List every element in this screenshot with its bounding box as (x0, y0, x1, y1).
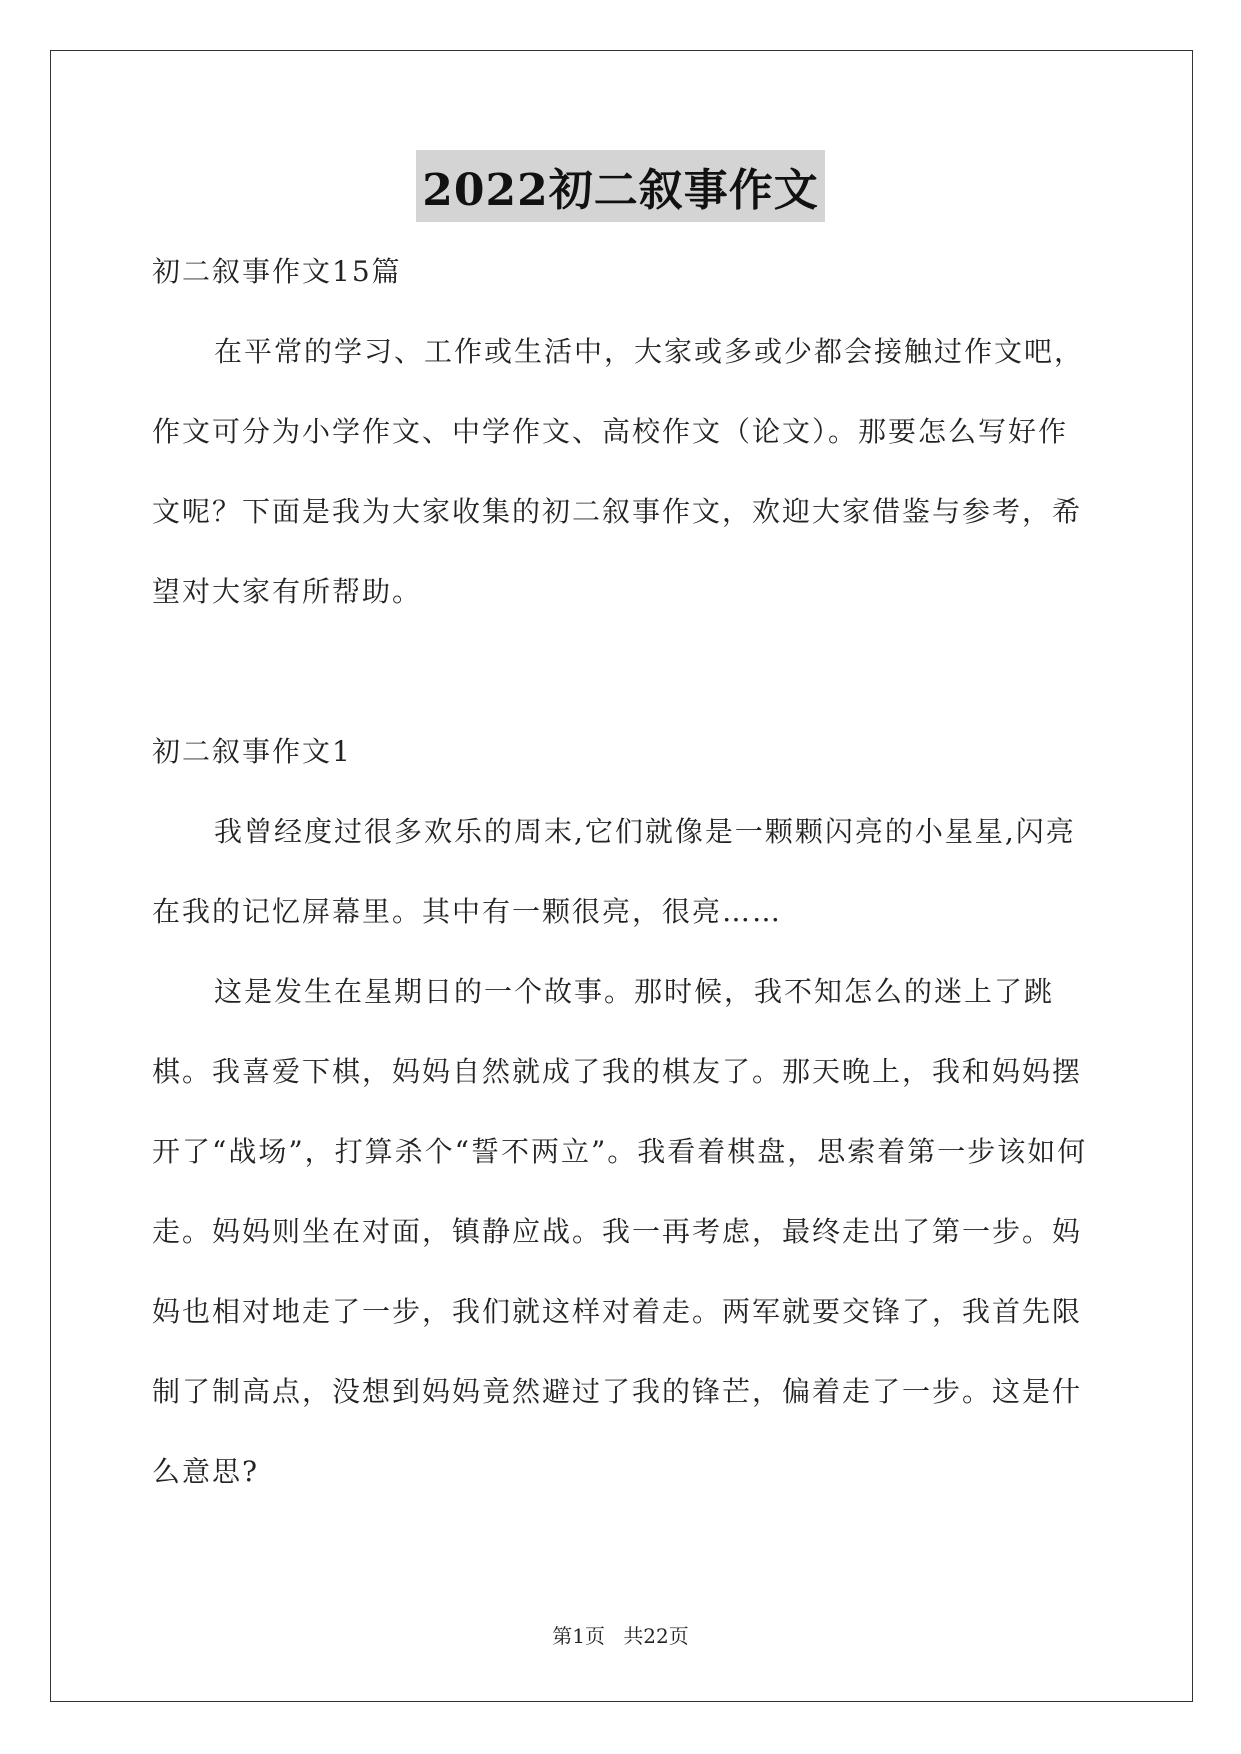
page-number-total: 共22页 (623, 1624, 689, 1648)
body-paragraph-2: 这是发生在星期日的一个故事。那时候，我不知怎么的迷上了跳棋。我喜爱下棋，妈妈自然就成了我的棋友了。那天晚上，我和妈妈摆开了“战场”，打算杀个“誓不两立”。我看着棋盘，思索着第一步该如何走。妈妈则坐在对面，镇静应战。我一再考虑，最终走出了第一步。妈妈也相对地走了一步，我们就这样对着走。两军就要交锋了，我首先限制了制高点，没想到妈妈竟然避过了我的锋芒，偏着走了一步。这是什么意思? (152, 975, 1088, 1488)
document-title: 2022初二叙事作文 (416, 150, 824, 222)
section-heading: 初二叙事作文1 (152, 735, 352, 768)
intro-paragraph: 在平常的学习、工作或生活中，大家或多或少都会接触过作文吧，作文可分为小学作文、中学作文、高校作文（论文）。那要怎么写好作文呢？下面是我为大家收集的初二叙事作文，欢迎大家借鉴与参考，希望对大家有所帮助。 (152, 335, 1085, 608)
paragraph-gap (152, 632, 1096, 712)
page-footer (0, 1620, 1241, 1649)
body-paragraph-1: 我曾经度过很多欢乐的周末,它们就像是一颗颗闪亮的小星星,闪亮在我的记忆屏幕里。其中有一颗很亮，很亮…… (152, 815, 1076, 928)
document-body (152, 232, 1096, 1512)
page-number-current: 第1页 (552, 1624, 605, 1648)
title-container (0, 150, 1241, 222)
document-subtitle: 初二叙事作文15篇 (152, 255, 402, 288)
